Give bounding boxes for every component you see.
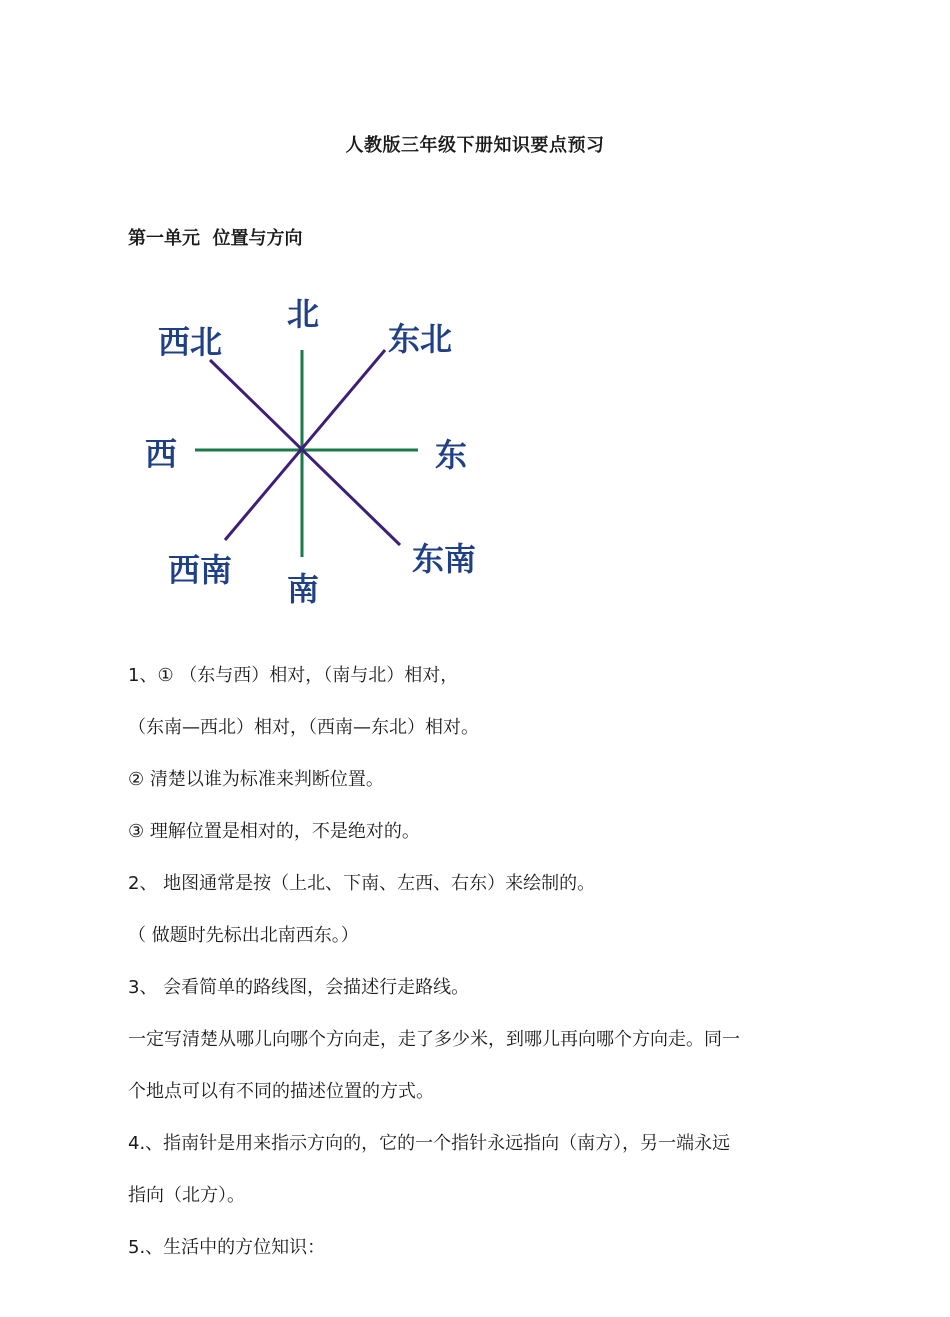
- compass-label-southwest: 西南: [168, 551, 233, 589]
- paragraph-2: 2、 地图通常是按（上北、下南、左西、右东）来绘制的。: [128, 873, 596, 894]
- compass-label-northeast: 东北: [388, 320, 453, 358]
- paragraph-4-line1: 4.、指南针是用来指示方向的，它的一个指针永远指向（南方），另一端永远: [128, 1133, 731, 1154]
- compass-rose-diagram: [130, 285, 510, 615]
- paragraph-1d: ③ 理解位置是相对的，不是绝对的。: [128, 821, 420, 842]
- paragraph-1c: ② 清楚以谁为标准来判断位置。: [128, 769, 384, 790]
- compass-label-east: 东: [435, 436, 468, 474]
- paragraph-3-detail-line2: 个地点可以有不同的描述位置的方式。: [128, 1081, 434, 1102]
- document-title: 人教版三年级下册知识要点预习: [345, 135, 605, 156]
- paragraph-1b: （东南—西北）相对，（西南—东北）相对。: [128, 717, 479, 738]
- northeast-southwest-diagonal: [225, 350, 385, 540]
- compass-label-north: 北: [287, 295, 320, 333]
- compass-label-south: 南: [287, 570, 320, 608]
- paragraph-1a: 1、① （东与西）相对，（南与北）相对，: [128, 665, 459, 686]
- section-heading: 第一单元 位置与方向: [128, 228, 303, 249]
- compass-label-west: 西: [145, 435, 178, 473]
- paragraph-2-note: （ 做题时先标出北南西东。）: [128, 925, 359, 946]
- paragraph-5: 5.、生活中的方位知识：: [128, 1237, 326, 1258]
- northwest-southeast-diagonal: [210, 360, 400, 545]
- paragraph-3-detail-line1: 一定写清楚从哪儿向哪个方向走，走了多少米，到哪儿再向哪个方向走。同一: [128, 1029, 740, 1050]
- compass-label-northwest: 西北: [158, 323, 223, 361]
- paragraph-3: 3、 会看简单的路线图，会描述行走路线。: [128, 977, 470, 998]
- paragraph-4-line2: 指向（北方）。: [128, 1185, 245, 1206]
- compass-label-southeast: 东南: [412, 540, 477, 578]
